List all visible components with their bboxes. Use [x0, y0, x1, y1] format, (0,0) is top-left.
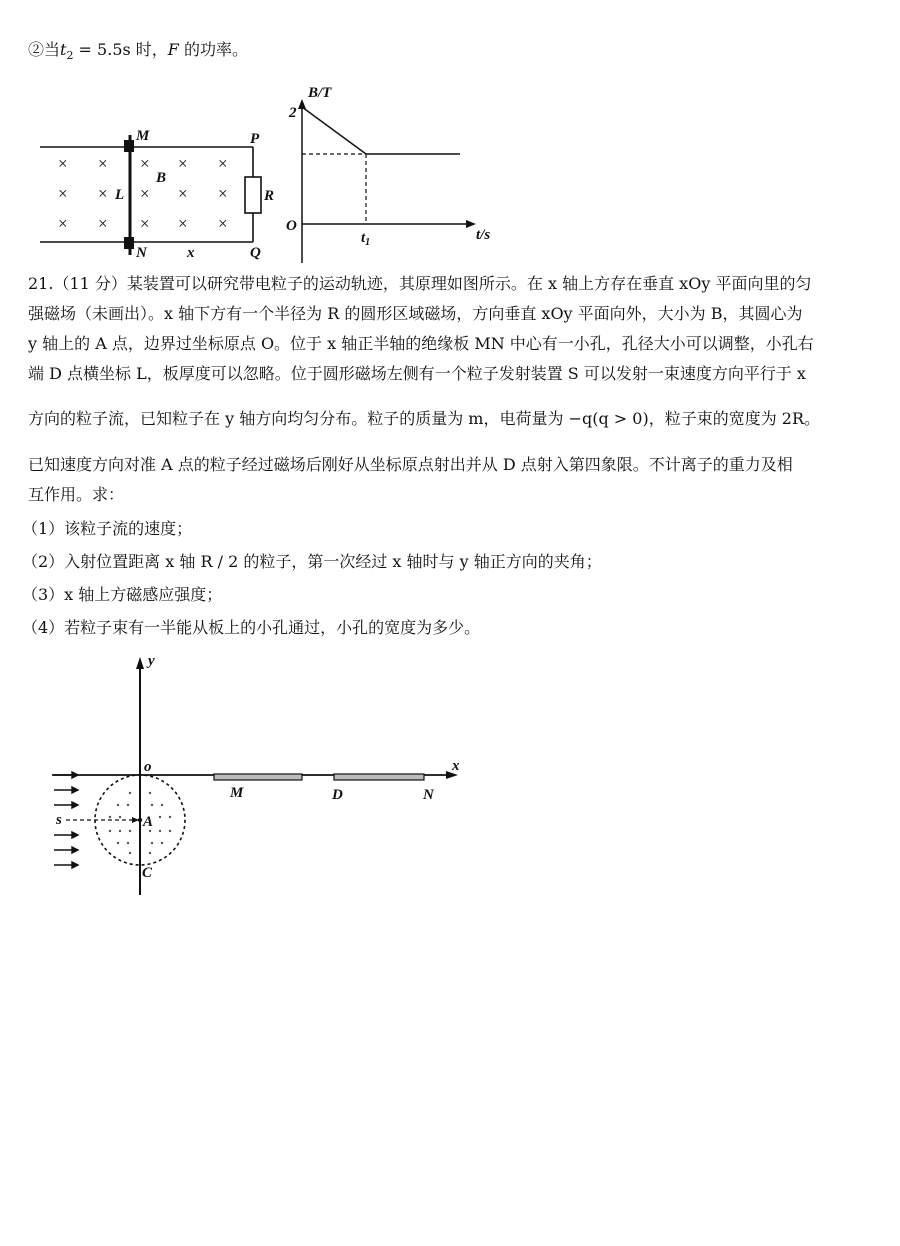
label-D: D — [332, 787, 343, 803]
circled-number: ② — [28, 40, 45, 59]
time-value: = 5.5s — [73, 40, 131, 59]
sub-question-1: （1）该粒子流的速度； — [22, 519, 193, 538]
label-R: R — [264, 188, 275, 204]
question-21-line-4: 端 D 点横坐标 L，板厚度可以忽略。位于圆形磁场左侧有一个粒子发射装置 S 可以发射一束速度方向平行于 x — [28, 364, 806, 383]
graph-y-label: B/T — [308, 85, 332, 101]
resistor-R — [245, 177, 261, 213]
field-cross-8: × — [140, 184, 150, 203]
text-when: 当 — [44, 40, 61, 59]
graph-y-tick: 2 — [289, 105, 297, 121]
subscript-2: 2 — [66, 49, 74, 63]
graph-origin: O — [286, 218, 297, 234]
sub-question-4: （4）若粒子束有一半能从板上的小孔通过，小孔的宽度为多少。 — [22, 618, 481, 637]
label-x-axis: x — [452, 758, 460, 774]
question-21-line-1: 21.（11 分）某装置可以研究带电粒子的运动轨迹，其原理如图所示。在 x 轴上方存在垂直 xOy 平面向里的匀 — [28, 274, 812, 293]
label-origin-o: o — [144, 759, 152, 775]
field-cross-7: × — [98, 184, 108, 203]
graph-decreasing-line — [302, 107, 366, 154]
field-cross-1: × — [58, 154, 68, 173]
graph-x-arrow-icon — [466, 220, 476, 228]
field-cross-12: × — [98, 214, 108, 233]
sub-question-2: （2）入射位置距离 x 轴 R / 2 的粒子，第一次经过 x 轴时与 y 轴正方向的夹角； — [22, 552, 602, 571]
center-point-A — [138, 818, 142, 822]
text-at: 时， — [130, 40, 168, 59]
question-21-line-2: 强磁场（未画出）。x 轴下方有一个半径为 R 的圆形区域磁场，方向垂直 xOy 平面向外，大小为 B，其圆心为 — [28, 304, 803, 323]
label-Q: Q — [250, 245, 261, 261]
y-axis-arrow-icon — [136, 657, 144, 669]
field-cross-5: × — [218, 154, 228, 173]
sub-question-3: （3）x 轴上方磁感应强度； — [22, 585, 223, 604]
question-21-line-6: 已知速度方向对准 A 点的粒子经过磁场后刚好从坐标原点射出并从 D 点射入第四象限。不计离子的重力及相 — [28, 455, 793, 474]
plate-MD-left — [214, 774, 302, 780]
rails-circuit-figure — [20, 85, 491, 265]
previous-question-part-2 — [28, 40, 248, 66]
label-s: s — [56, 812, 62, 828]
label-N-plate: N — [423, 787, 434, 803]
field-cross-6: × — [58, 184, 68, 203]
text-power: 的功率。 — [178, 40, 248, 59]
field-cross-11: × — [58, 214, 68, 233]
field-cross-10: × — [218, 184, 228, 203]
plate-DN-right — [334, 774, 424, 780]
question-21-line-7: 互作用。求： — [28, 485, 125, 504]
label-A: A — [143, 814, 154, 830]
field-cross-9: × — [178, 184, 188, 203]
label-x: x — [187, 245, 195, 261]
coordinate-figure — [40, 645, 500, 905]
field-cross-2: × — [98, 154, 108, 173]
label-B: B — [156, 170, 167, 186]
label-C: C — [142, 865, 153, 881]
field-cross-3: × — [140, 154, 150, 173]
question-21-line-5: 方向的粒子流，已知粒子在 y 轴方向均匀分布。粒子的质量为 m，电荷量为 −q(q > 0)，粒子束的宽度为 2R。 — [28, 409, 821, 428]
label-M: M — [136, 128, 150, 144]
rod-contact-bottom — [124, 237, 134, 249]
label-L: L — [115, 187, 125, 203]
field-cross-4: × — [178, 154, 188, 173]
variable-F: F — [167, 40, 179, 59]
variable-t: t — [60, 40, 67, 59]
label-M-plate: M — [230, 785, 244, 801]
rod-contact-top — [124, 140, 134, 152]
label-N: N — [136, 245, 147, 261]
label-y: y — [148, 653, 155, 669]
field-cross-13: × — [140, 214, 150, 233]
graph-x-label: t/s — [476, 227, 491, 243]
question-21-line-3: y 轴上的 A 点，边界过坐标原点 O。位于 x 轴正半轴的绝缘板 MN 中心有一小孔，孔径大小可以调整，小孔右 — [28, 334, 814, 353]
graph-x-tick: $t_1$ — [361, 230, 371, 248]
label-P: P — [250, 131, 260, 147]
field-cross-14: × — [178, 214, 188, 233]
field-cross-15: × — [218, 214, 228, 233]
